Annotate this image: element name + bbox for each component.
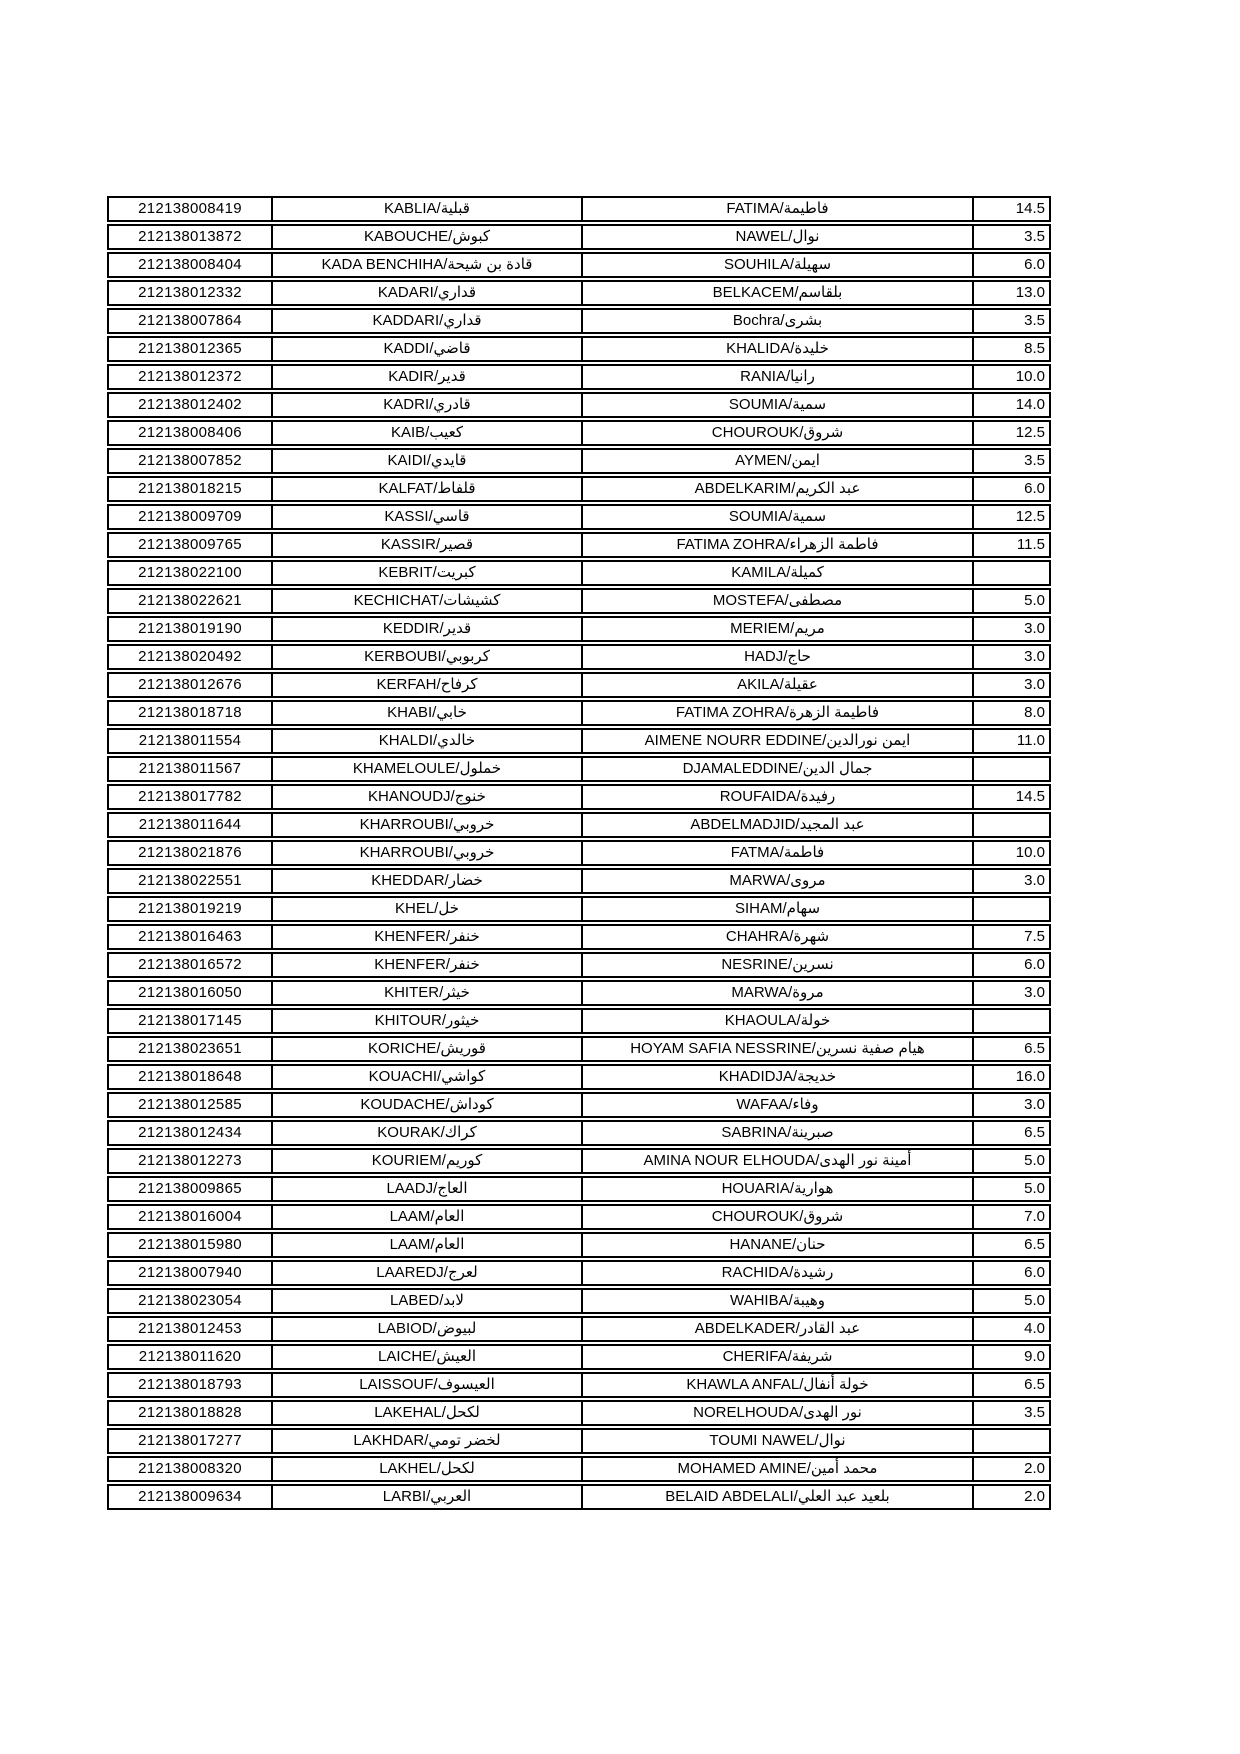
student-id-cell: 212138013872 (107, 224, 273, 250)
grade-cell (974, 1008, 1051, 1034)
table-row (107, 1120, 1051, 1146)
student-id-cell: 212138018215 (107, 476, 273, 502)
given-name-cell: MERIEM/مريم (583, 616, 974, 642)
given-name-cell: SIHAM/سهام (583, 896, 974, 922)
surname-cell: LAKHDAR/لخضر تومي (273, 1428, 583, 1454)
table-row (107, 280, 1051, 306)
surname-cell: KOURAK/كراك (273, 1120, 583, 1146)
given-name-cell: KHAOULA/خولة (583, 1008, 974, 1034)
student-id-cell: 212138022100 (107, 560, 273, 586)
table-row (107, 252, 1051, 278)
grade-cell: 16.0 (974, 1064, 1051, 1090)
grade-cell: 3.5 (974, 448, 1051, 474)
surname-cell: KHABI/خابي (273, 700, 583, 726)
table-row (107, 672, 1051, 698)
student-id-cell: 212138019219 (107, 896, 273, 922)
given-name-cell: NESRINE/نسرين (583, 952, 974, 978)
table-row (107, 476, 1051, 502)
student-id-cell: 212138018648 (107, 1064, 273, 1090)
surname-cell: KEDDIR/قدير (273, 616, 583, 642)
grade-cell: 6.0 (974, 252, 1051, 278)
table-row (107, 924, 1051, 950)
surname-cell: LAKEHAL/لكحل (273, 1400, 583, 1426)
grade-cell: 2.0 (974, 1484, 1051, 1510)
table-row (107, 1176, 1051, 1202)
table-row (107, 1260, 1051, 1286)
given-name-cell: HANANE/حنان (583, 1232, 974, 1258)
surname-cell: LAADJ/العاج (273, 1176, 583, 1202)
table-row (107, 504, 1051, 530)
grades-table (107, 194, 1051, 1512)
given-name-cell: FATIMA/فاطيمة (583, 196, 974, 222)
surname-cell: KAIB/كعيب (273, 420, 583, 446)
surname-cell: KHENFER/خنفر (273, 924, 583, 950)
student-id-cell: 212138011567 (107, 756, 273, 782)
surname-cell: KEBRIT/كبريت (273, 560, 583, 586)
student-id-cell: 212138012402 (107, 392, 273, 418)
surname-cell: KOURIEM/كوريم (273, 1148, 583, 1174)
student-id-cell: 212138021876 (107, 840, 273, 866)
given-name-cell: SOUMIA/سمية (583, 392, 974, 418)
table-row (107, 1288, 1051, 1314)
table-row (107, 1008, 1051, 1034)
given-name-cell: CHERIFA/شريفة (583, 1344, 974, 1370)
surname-cell: KHARROUBI/خروبي (273, 840, 583, 866)
given-name-cell: WAFAA/وفاء (583, 1092, 974, 1118)
given-name-cell: WAHIBA/وهيبة (583, 1288, 974, 1314)
table-row (107, 560, 1051, 586)
grade-cell: 5.0 (974, 588, 1051, 614)
surname-cell: KADRI/قادري (273, 392, 583, 418)
surname-cell: LABED/لابد (273, 1288, 583, 1314)
surname-cell: KADDARI/قداري (273, 308, 583, 334)
surname-cell: KERBOUBI/كربوبي (273, 644, 583, 670)
given-name-cell: ABDELKARIM/عبد الكريم (583, 476, 974, 502)
grade-cell: 14.0 (974, 392, 1051, 418)
table-row (107, 812, 1051, 838)
grade-cell: 3.5 (974, 308, 1051, 334)
table-row (107, 1456, 1051, 1482)
given-name-cell: SOUHILA/سهيلة (583, 252, 974, 278)
student-id-cell: 212138018718 (107, 700, 273, 726)
table-row (107, 784, 1051, 810)
student-id-cell: 212138017145 (107, 1008, 273, 1034)
table-row (107, 196, 1051, 222)
student-id-cell: 212138022551 (107, 868, 273, 894)
student-id-cell: 212138016572 (107, 952, 273, 978)
table-row (107, 1372, 1051, 1398)
given-name-cell: HOYAM SAFIA NESSRINE/هيام صفية نسرين (583, 1036, 974, 1062)
surname-cell: KHEL/خل (273, 896, 583, 922)
given-name-cell: TOUMI NAWEL/نوال (583, 1428, 974, 1454)
student-id-cell: 212138009634 (107, 1484, 273, 1510)
surname-cell: KHARROUBI/خروبي (273, 812, 583, 838)
grade-cell: 5.0 (974, 1148, 1051, 1174)
table-row (107, 868, 1051, 894)
grade-cell: 11.5 (974, 532, 1051, 558)
surname-cell: LAAREDJ/لعرج (273, 1260, 583, 1286)
given-name-cell: NAWEL/نوال (583, 224, 974, 250)
student-id-cell: 212138016004 (107, 1204, 273, 1230)
surname-cell: KHANOUDJ/خنوج (273, 784, 583, 810)
surname-cell: KAIDI/قايدي (273, 448, 583, 474)
grade-cell: 3.0 (974, 616, 1051, 642)
grade-cell: 6.0 (974, 1260, 1051, 1286)
grade-cell: 3.0 (974, 980, 1051, 1006)
given-name-cell: MOHAMED AMINE/محمد أمين (583, 1456, 974, 1482)
given-name-cell: CHOUROUK/شروق (583, 420, 974, 446)
student-id-cell: 212138017782 (107, 784, 273, 810)
student-id-cell: 212138023651 (107, 1036, 273, 1062)
grade-cell: 14.5 (974, 784, 1051, 810)
student-id-cell: 212138023054 (107, 1288, 273, 1314)
grade-cell: 6.0 (974, 476, 1051, 502)
surname-cell: KADA BENCHIHA/قادة بن شيحة (273, 252, 583, 278)
given-name-cell: KHAWLA ANFAL/خولة أنفال (583, 1372, 974, 1398)
grade-cell: 12.5 (974, 420, 1051, 446)
student-id-cell: 212138012453 (107, 1316, 273, 1342)
surname-cell: KADDI/قاضي (273, 336, 583, 362)
table-row (107, 1232, 1051, 1258)
surname-cell: LAKHEL/لكحل (273, 1456, 583, 1482)
table-row (107, 644, 1051, 670)
surname-cell: KHITER/خيثر (273, 980, 583, 1006)
student-id-cell: 212138016050 (107, 980, 273, 1006)
surname-cell: LAAM/العام (273, 1232, 583, 1258)
table-row (107, 224, 1051, 250)
table-row (107, 840, 1051, 866)
student-id-cell: 212138008406 (107, 420, 273, 446)
student-id-cell: 212138009865 (107, 1176, 273, 1202)
table-row (107, 336, 1051, 362)
given-name-cell: SOUMIA/سمية (583, 504, 974, 530)
given-name-cell: ABDELMADJID/عبد المجيد (583, 812, 974, 838)
table-row (107, 1316, 1051, 1342)
table-row (107, 952, 1051, 978)
grade-cell: 4.0 (974, 1316, 1051, 1342)
student-id-cell: 212138019190 (107, 616, 273, 642)
student-id-cell: 212138018793 (107, 1372, 273, 1398)
grade-cell (974, 560, 1051, 586)
given-name-cell: ROUFAIDA/رفيدة (583, 784, 974, 810)
table-row (107, 1400, 1051, 1426)
student-id-cell: 212138008320 (107, 1456, 273, 1482)
grade-cell: 13.0 (974, 280, 1051, 306)
grade-cell: 6.0 (974, 952, 1051, 978)
grade-cell: 5.0 (974, 1176, 1051, 1202)
surname-cell: KHENFER/خنفر (273, 952, 583, 978)
grade-cell: 3.5 (974, 224, 1051, 250)
table-row (107, 308, 1051, 334)
table-row (107, 532, 1051, 558)
student-id-cell: 212138007940 (107, 1260, 273, 1286)
given-name-cell: RANIA/رانيا (583, 364, 974, 390)
surname-cell: KECHICHAT/كشيشات (273, 588, 583, 614)
surname-cell: KHEDDAR/خضار (273, 868, 583, 894)
table-row (107, 1204, 1051, 1230)
given-name-cell: BELAID ABDELALI/بلعيد عبد العلي (583, 1484, 974, 1510)
given-name-cell: MARWA/مروة (583, 980, 974, 1006)
table-row (107, 392, 1051, 418)
surname-cell: LABIOD/لبيوض (273, 1316, 583, 1342)
student-id-cell: 212138007852 (107, 448, 273, 474)
given-name-cell: CHAHRA/شهرة (583, 924, 974, 950)
table-row (107, 980, 1051, 1006)
given-name-cell: KHADIDJA/خديجة (583, 1064, 974, 1090)
grade-cell (974, 812, 1051, 838)
table-row (107, 728, 1051, 754)
grade-cell: 6.5 (974, 1120, 1051, 1146)
given-name-cell: KAMILA/كميلة (583, 560, 974, 586)
student-id-cell: 212138012332 (107, 280, 273, 306)
grade-cell: 3.0 (974, 672, 1051, 698)
student-id-cell: 212138012372 (107, 364, 273, 390)
surname-cell: KASSI/قاسي (273, 504, 583, 530)
table-row (107, 756, 1051, 782)
surname-cell: KHAMELOULE/خملول (273, 756, 583, 782)
surname-cell: KOUACHI/كواشي (273, 1064, 583, 1090)
surname-cell: LAICHE/العيش (273, 1344, 583, 1370)
given-name-cell: SABRINA/صبرينة (583, 1120, 974, 1146)
grade-cell: 6.5 (974, 1036, 1051, 1062)
student-id-cell: 212138012434 (107, 1120, 273, 1146)
grade-cell: 10.0 (974, 840, 1051, 866)
table-row (107, 1484, 1051, 1510)
student-id-cell: 212138011644 (107, 812, 273, 838)
student-id-cell: 212138018828 (107, 1400, 273, 1426)
grade-cell (974, 1428, 1051, 1454)
table-row (107, 616, 1051, 642)
given-name-cell: NORELHOUDA/نور الهدى (583, 1400, 974, 1426)
given-name-cell: MOSTEFA/مصطفى (583, 588, 974, 614)
student-id-cell: 212138016463 (107, 924, 273, 950)
surname-cell: LAISSOUF/العيسوف (273, 1372, 583, 1398)
surname-cell: KADARI/قداري (273, 280, 583, 306)
student-id-cell: 212138015980 (107, 1232, 273, 1258)
surname-cell: KASSIR/قصير (273, 532, 583, 558)
grade-cell: 12.5 (974, 504, 1051, 530)
student-id-cell: 212138012676 (107, 672, 273, 698)
table-row (107, 700, 1051, 726)
given-name-cell: FATIMA ZOHRA/فاطمة الزهراء (583, 532, 974, 558)
table-row (107, 1092, 1051, 1118)
given-name-cell: DJAMALEDDINE/جمال الدين (583, 756, 974, 782)
given-name-cell: MARWA/مروى (583, 868, 974, 894)
given-name-cell: RACHIDA/رشيدة (583, 1260, 974, 1286)
grade-cell: 7.0 (974, 1204, 1051, 1230)
given-name-cell: Bochra/بشرى (583, 308, 974, 334)
student-id-cell: 212138022621 (107, 588, 273, 614)
grade-cell: 3.0 (974, 868, 1051, 894)
grades-table-body (107, 196, 1051, 1510)
grade-cell: 3.0 (974, 1092, 1051, 1118)
student-id-cell: 212138009765 (107, 532, 273, 558)
student-id-cell: 212138012585 (107, 1092, 273, 1118)
grade-cell: 6.5 (974, 1232, 1051, 1258)
surname-cell: KHITOUR/خيثور (273, 1008, 583, 1034)
student-id-cell: 212138011554 (107, 728, 273, 754)
surname-cell: KOUDACHE/كوداش (273, 1092, 583, 1118)
given-name-cell: ABDELKADER/عبد القادر (583, 1316, 974, 1342)
given-name-cell: CHOUROUK/شروق (583, 1204, 974, 1230)
surname-cell: LARBI/العربي (273, 1484, 583, 1510)
student-id-cell: 212138007864 (107, 308, 273, 334)
surname-cell: KALFAT/قلفاط (273, 476, 583, 502)
surname-cell: KERFAH/كرفاح (273, 672, 583, 698)
given-name-cell: AYMEN/ايمن (583, 448, 974, 474)
table-row (107, 1036, 1051, 1062)
table-row (107, 364, 1051, 390)
student-id-cell: 212138011620 (107, 1344, 273, 1370)
grade-cell (974, 896, 1051, 922)
given-name-cell: KHALIDA/خليدة (583, 336, 974, 362)
grade-cell: 5.0 (974, 1288, 1051, 1314)
table-row (107, 896, 1051, 922)
table-row (107, 1064, 1051, 1090)
surname-cell: KADIR/قدير (273, 364, 583, 390)
grade-cell: 9.0 (974, 1344, 1051, 1370)
table-row (107, 420, 1051, 446)
grade-cell: 7.5 (974, 924, 1051, 950)
table-row (107, 1428, 1051, 1454)
grade-cell: 11.0 (974, 728, 1051, 754)
grade-cell: 10.0 (974, 364, 1051, 390)
surname-cell: KHALDI/خالدي (273, 728, 583, 754)
given-name-cell: AMINA NOUR ELHOUDA/أمينة نور الهدى (583, 1148, 974, 1174)
grade-cell: 2.0 (974, 1456, 1051, 1482)
given-name-cell: FATMA/فاطمة (583, 840, 974, 866)
given-name-cell: FATIMA ZOHRA/فاطيمة الزهرة (583, 700, 974, 726)
student-id-cell: 212138020492 (107, 644, 273, 670)
student-id-cell: 212138017277 (107, 1428, 273, 1454)
grade-cell: 8.0 (974, 700, 1051, 726)
student-id-cell: 212138008419 (107, 196, 273, 222)
table-row (107, 1344, 1051, 1370)
grade-cell: 8.5 (974, 336, 1051, 362)
given-name-cell: HOUARIA/هوارية (583, 1176, 974, 1202)
grade-cell: 6.5 (974, 1372, 1051, 1398)
student-id-cell: 212138012273 (107, 1148, 273, 1174)
grade-cell: 14.5 (974, 196, 1051, 222)
grade-cell (974, 756, 1051, 782)
grade-cell: 3.0 (974, 644, 1051, 670)
given-name-cell: HADJ/حاج (583, 644, 974, 670)
given-name-cell: AIMENE NOURR EDDINE/ايمن نورالدين (583, 728, 974, 754)
surname-cell: KORICHE/قوريش (273, 1036, 583, 1062)
table-row (107, 588, 1051, 614)
student-id-cell: 212138009709 (107, 504, 273, 530)
grade-cell: 3.5 (974, 1400, 1051, 1426)
given-name-cell: BELKACEM/بلقاسم (583, 280, 974, 306)
table-row (107, 448, 1051, 474)
surname-cell: KABOUCHE/كبوش (273, 224, 583, 250)
given-name-cell: AKILA/عقيلة (583, 672, 974, 698)
table-row (107, 1148, 1051, 1174)
surname-cell: LAAM/العام (273, 1204, 583, 1230)
student-id-cell: 212138012365 (107, 336, 273, 362)
surname-cell: KABLIA/قبلية (273, 196, 583, 222)
student-id-cell: 212138008404 (107, 252, 273, 278)
